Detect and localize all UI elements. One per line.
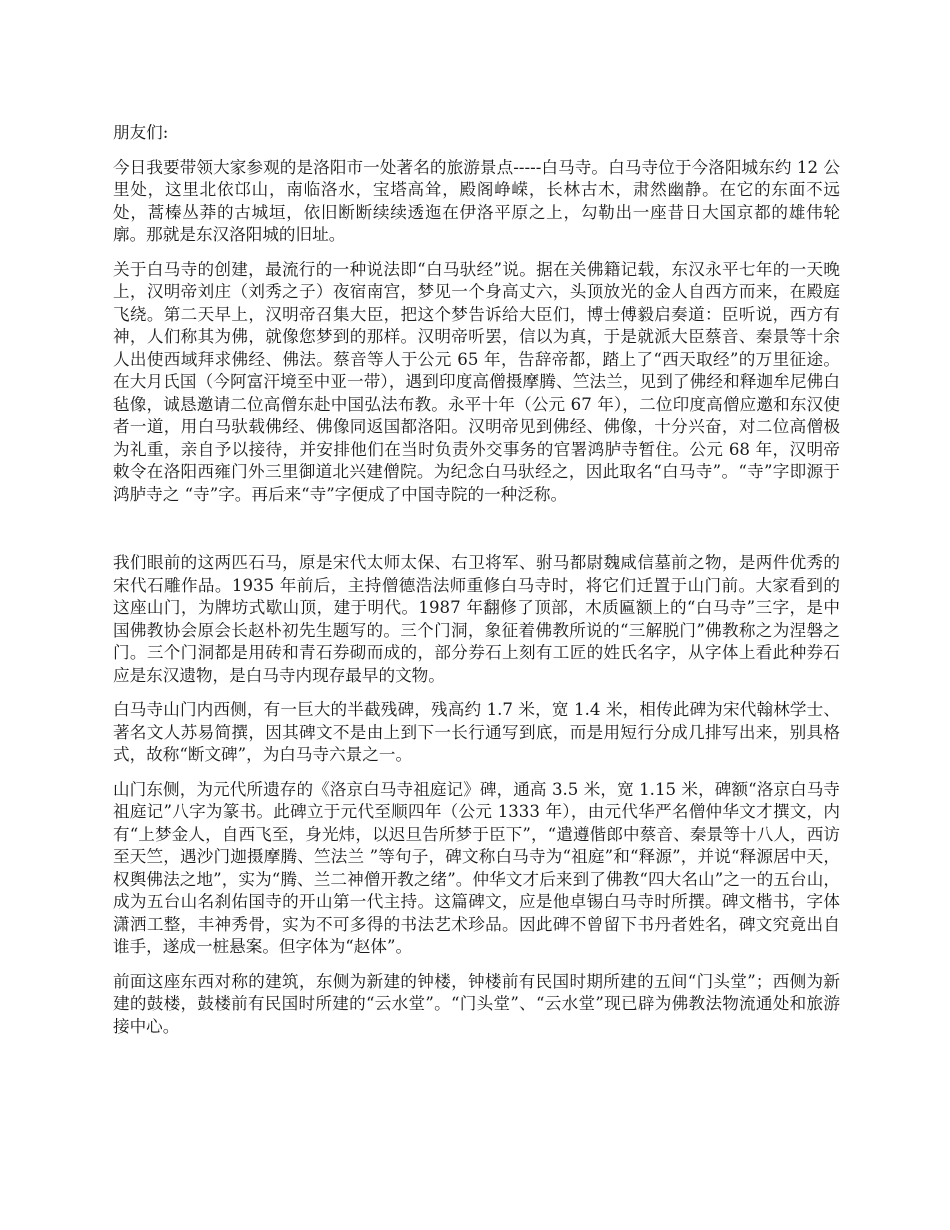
greeting: 朋友们: xyxy=(113,123,169,142)
section-gap xyxy=(113,518,840,552)
document-body xyxy=(113,122,840,1050)
paragraph-history: 关于白马寺的创建，最流行的一种说法即“白马驮经”说。据在关佛籍记载，东汉永平七年的一天晚上，汉明帝刘庄（刘秀之子）夜宿南宫，梦见一个身高丈六，头顶放光的金人自西方而来，在殿庭飞绕。第二天早上，汉明帝召集大臣，把这个梦告诉给大臣们，博士傅毅启奏道：臣听说，西方有神，人们称其为佛，就像您梦到的那样。汉明帝听罢，信以为真，于是就派大臣蔡音、秦景等十余人出使西域拜求佛经、佛法。蔡音等人于公元 65 年，告辞帝都，踏上了“西天取经”的万里征途。在大月氏国（今阿富汗境至中亚一带），遇到印度高僧摄摩腾、竺法兰，见到了佛经和释迦牟尼佛白毡像，诚恳邀请二位高僧东赴中国弘法布教。永平十年（公元 67 年），二位印度高僧应邀和东汉使者一道，用白马驮载佛经、佛像同返国都洛阳。汉明帝见到佛经、佛像，十分兴奋，对二位高僧极为礼重，亲自予以接待，并安排他们在当时负责外交事务的官署鸿胪寺暂住。公元 68 年，汉明帝敕令在洛阳西雍门外三里御道北兴建僧院。为纪念白马驮经之，因此取名“白马寺”。“寺”字即源于鸿胪寺之 “寺”字。再后来“寺”字便成了中国寺院的一种泛称。 xyxy=(113,259,840,504)
paragraph-yuan-stele: 山门东侧，为元代所遗存的《洛京白马寺祖庭记》碑，通高 3.5 米，宽 1.15 米，碑额“洛京白马寺祖庭记”八字为篆书。此碑立于元代至顺四年（公元 1333 年），由元代华严名僧仲华文才撰文，内有“上梦金人，自西飞至，身光炜，以迟旦告所梦于臣下”，“遣遵偕郎中蔡音、秦景等十八人，西访至天竺，遇沙门迦摄摩腾、竺法兰 ”等句子，碑文称白马寺为“祖庭”和“释源”，并说“释源居中天，权舆佛法之地”，实为“腾、兰二神僧开教之绪”。仲华文才后来到了佛教“四大名山”之一的五台山，成为五台山名刹佑国寺的开山第一代主持。这篇碑文，应是他卓锡白马寺时所撰。碑文楷书，字体潇洒工整，丰神秀骨，实为不可多得的书法艺术珍品。因此碑不曾留下书丹者姓名，碑文究竟出自谁手，遂成一桩悬案。但字体为“赵体”。 xyxy=(113,779,840,956)
paragraph-intro: 今日我要带领大家参观的是洛阳市一处著名的旅游景点-----白马寺。白马寺位于今洛阳城东约 12 公里处，这里北依邙山，南临洛水，宝塔高耸，殿阁峥嵘，长林古木，肃然幽静。在它的东面不远处，蒿榛丛莽的古城垣，依旧断断续续透迤在伊洛平原之上，勾勒出一座昔日大国京都的雄伟轮廓。那就是东汉洛阳城的旧址。 xyxy=(113,157,840,244)
paragraph-bell-drum-towers: 前面这座东西对称的建筑，东侧为新建的钟楼，钟楼前有民国时期所建的五间“门头堂”；西侧为新建的鼓楼，鼓楼前有民国时所建的“云水堂”。“门头堂”、“云水堂”现已辟为佛教法物流通处和旅游接中心。 xyxy=(113,971,840,1036)
paragraph-broken-stele: 白马寺山门内西侧，有一巨大的半截残碑，残高约 1.7 米，宽 1.4 米，相传此碑为宋代翰林学士、著名文人苏易简撰，因其碑文不是由上到下一长行通写到底，而是用短行分成几排写出来，别具格式，故称“断文碑”，为白马寺六景之一。 xyxy=(113,700,840,764)
paragraph-stone-horses: 我们眼前的这两匹石马，原是宋代太师太保、右卫将军、驸马都尉魏咸信墓前之物，是两件优秀的宋代石雕作品。1935 年前后，主持僧德浩法师重修白马寺时，将它们迁置于山门前。大家看到的这座山门，为牌坊式歇山顶，建于明代。1987 年翻修了顶部，木质匾额上的“白马寺”三字，是中国佛教协会原会长赵朴初先生题写的。三个门洞，象征着佛教所说的“三解脱门”佛教称之为涅磐之门。三个门洞都是用砖和青石券砌而成的，部分券石上刻有工匠的姓氏名字，从字体上看此种券石应是东汉遗物，是白马寺内现存最早的文物。 xyxy=(113,553,840,685)
